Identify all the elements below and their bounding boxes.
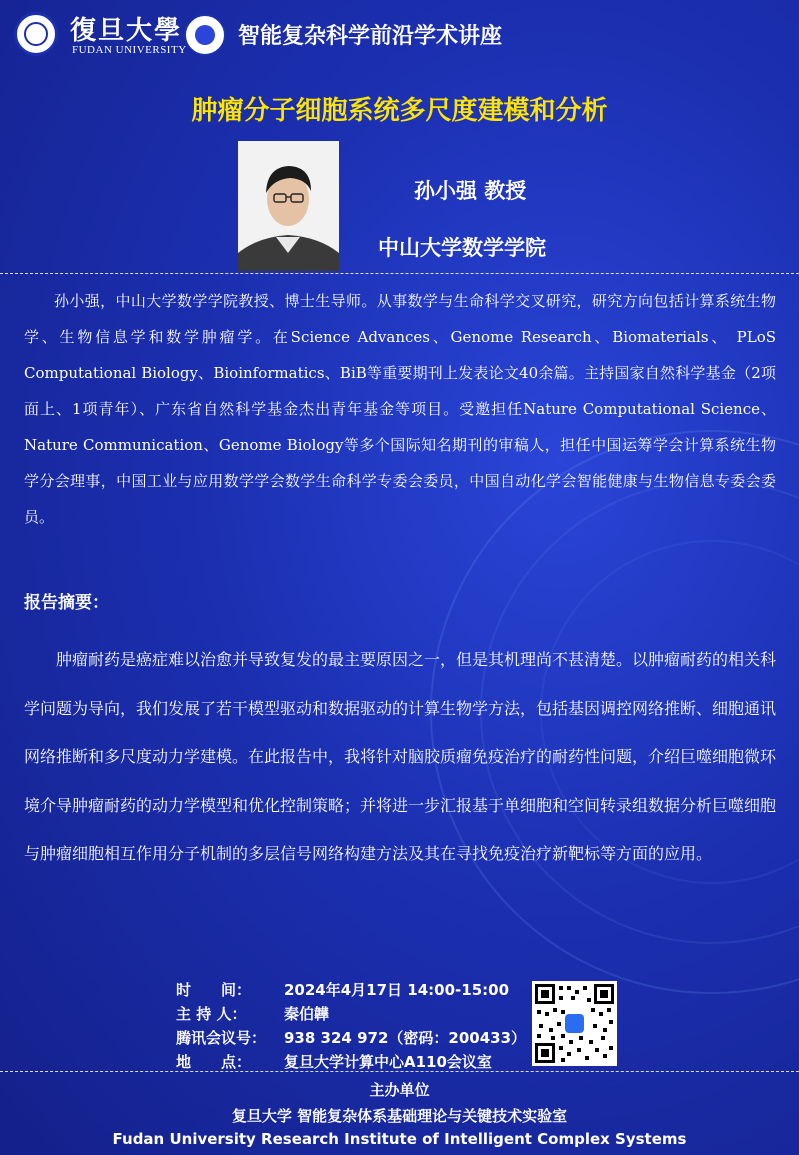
speaker-bio: 孙小强，中山大学数学学院教授、博士生导师。从事数学与生命科学交叉研究，研究方向包括计算系统生物学、生物信息学和数学肿瘤学。在Science Advances、Genome Research、Biomaterials、 PLoS Computational Biology、Bioinformatics、BiB等重要期刊上发表论文40余篇。主持国家自然科学基金（2项面上、1项青年）、广东省自然科学基金杰出青年基金等项目。受邀担任Nature Computational Science、Nature Communication、Genome Biology等多个国际知名期刊的审稿人，担任中国运筹学会计算系统生物学分会理事，中国工业与应用数学学会数学生命科学专委会委员，中国自动化学会智能健康与生物信息专委会委员。 [24, 292, 776, 526]
info-place-value: 复旦大学计算中心A110会议室 [284, 1053, 492, 1071]
info-meeting [176, 1027, 526, 1048]
abstract-label: 报告摘要： [24, 593, 109, 613]
series-title: 智能复杂科学前沿学术讲座 [238, 24, 503, 49]
info-meeting-label: 腾讯会议号： [176, 1029, 267, 1047]
abstract-text: 肿瘤耐药是癌症难以治愈并导致复发的最主要原因之一，但是其机理尚不甚清楚。以肿瘤耐药的相关科学问题为导向，我们发展了若干模型驱动和数据驱动的计算生物学方法，包括基因调控网络推断、细胞通讯网络推断和多尺度动力学建模。在此报告中，我将针对脑胶质瘤免疫治疗的耐药性问题，介绍巨噬细胞微环境介导肿瘤耐药的动力学模型和优化控制策略；并将进一步汇报基于单细胞和空间转录组数据分析巨噬细胞与肿瘤细胞相互作用分子机制的多层信号网络构建方法及其在寻找免疫治疗新靶标等方面的应用。 [24, 650, 777, 863]
tencent-meeting-icon [565, 1014, 584, 1033]
organizer-label: 主办单位 [369, 1081, 430, 1099]
info-time [176, 979, 509, 1000]
university-name-en: FUDAN UNIVERSITY [72, 44, 187, 56]
lab-logo-icon [184, 14, 226, 56]
talk-title: 肿瘤分子细胞系统多尺度建模和分析 [191, 96, 608, 126]
info-place [176, 1051, 492, 1072]
info-time-value: 2024年4月17日 14:00-15:00 [284, 981, 510, 999]
speaker-name: 孙小强 教授 [414, 178, 527, 203]
qr-code[interactable] [532, 981, 617, 1066]
info-host-value: 秦伯韡 [284, 1005, 330, 1023]
university-name-cn: 復旦大學 [70, 16, 183, 46]
info-meeting-value: 938 324 972（密码：200433） [284, 1029, 527, 1047]
divider [0, 1071, 799, 1072]
info-host [176, 1003, 329, 1024]
speaker-photo [238, 141, 339, 271]
info-place-label: 地 点： [176, 1053, 252, 1071]
organizer-en: Fudan University Research Institute of Intelligent Complex Systems [112, 1130, 687, 1148]
divider [0, 273, 799, 274]
organizer-cn: 复旦大学 智能复杂体系基础理论与关键技术实验室 [231, 1107, 568, 1125]
info-host-label: 主 持 人： [176, 1005, 247, 1023]
speaker-affiliation: 中山大学数学学院 [378, 235, 546, 260]
info-time-label: 时 间： [176, 981, 252, 999]
fudan-logo-icon [14, 12, 58, 56]
speaker-portrait-icon [238, 141, 339, 271]
